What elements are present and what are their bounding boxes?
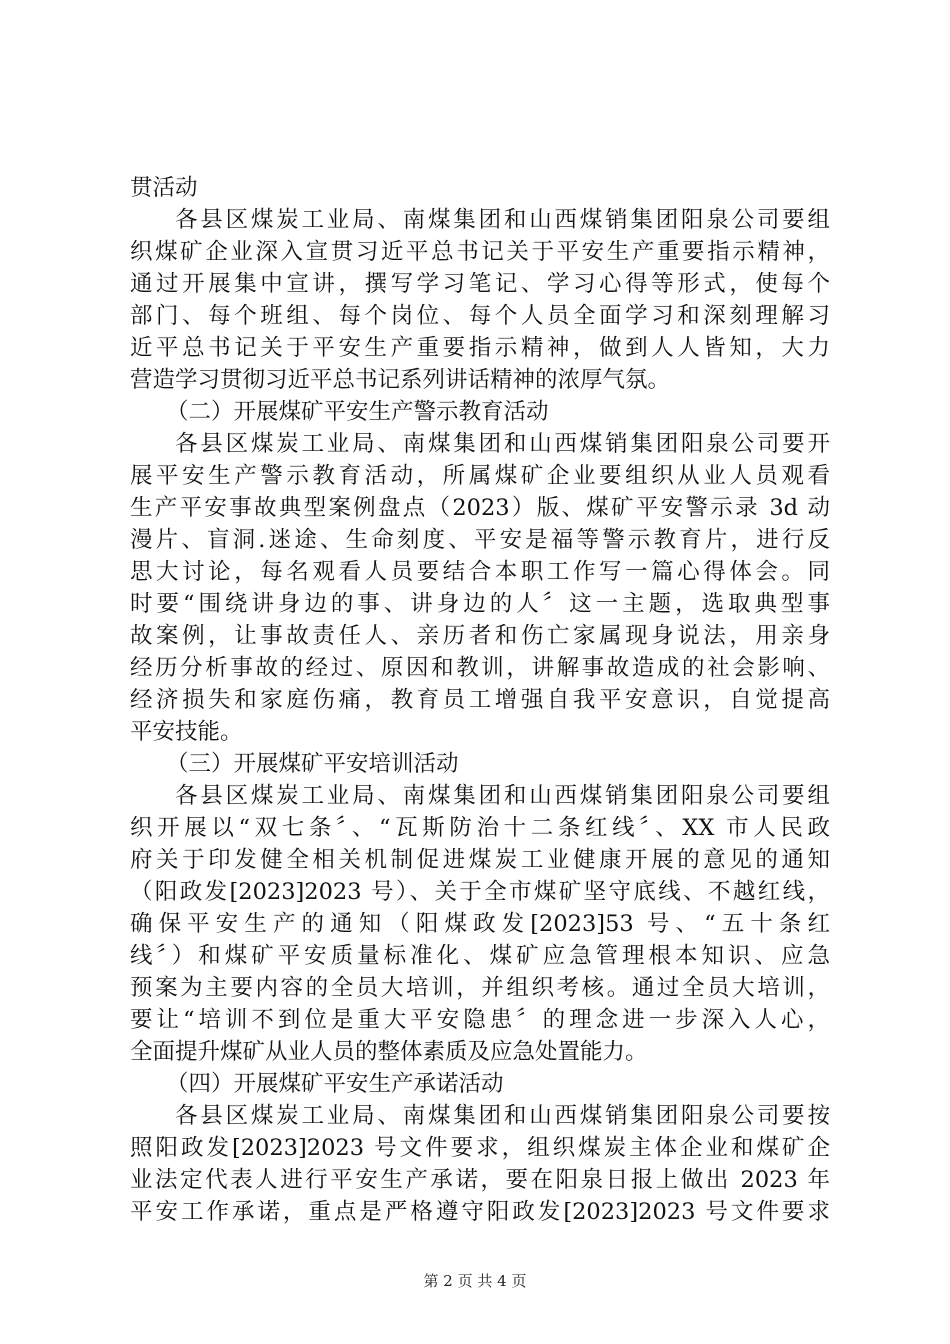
text-line: 贯活动 — [130, 175, 198, 201]
text-line: 各县区煤炭工业局、南煤集团和山西煤销集团阳泉公司要开 — [175, 431, 830, 457]
text-line: 各县区煤炭工业局、南煤集团和山西煤销集团阳泉公司要按 — [175, 1103, 830, 1129]
text-line: 平安工作承诺，重点是严格遵守阳政发[2023]2023 号文件要求 — [130, 1199, 830, 1225]
text-line: 平安技能。 — [130, 719, 243, 745]
section-heading: （三）开展煤矿平安培训活动 — [166, 751, 459, 777]
text-line: 全面提升煤矿从业人员的整体素质及应急处置能力。 — [130, 1039, 648, 1065]
text-line: 部门、每个班组、每个岗位、每个人员全面学习和深刻理解习 — [130, 303, 830, 329]
text-line: 展平安生产警示教育活动，所属煤矿企业要组织从业人员观看 — [130, 463, 830, 489]
text-line: 思大讨论，每名观看人员要结合本职工作写一篇心得体会。同 — [130, 559, 830, 585]
text-line: （阳政发[2023]2023 号）、关于全市煤矿坚守底线、不越红线， — [130, 879, 830, 905]
text-line: 经历分析事故的经过、原因和教训，讲解事故造成的社会影响、 — [130, 655, 830, 681]
text-line: 预案为主要内容的全员大培训，并组织考核。通过全员大培训， — [130, 975, 830, 1001]
text-line: 府关于印发健全相关机制促进煤炭工业健康开展的意见的通知 — [130, 847, 830, 873]
text-line: 故案例，让事故责任人、亲历者和伤亡家属现身说法，用亲身 — [130, 623, 830, 649]
text-line: 织煤矿企业深入宣贯习近平总书记关于平安生产重要指示精神， — [130, 239, 830, 265]
text-line: 营造学习贯彻习近平总书记系列讲话精神的浓厚气氛。 — [130, 367, 671, 393]
text-line: 近平总书记关于平安生产重要指示精神，做到人人皆知，大力 — [130, 335, 830, 361]
text-line: 生产平安事故典型案例盘点（2023）版、煤矿平安警示录 3d 动 — [130, 495, 830, 521]
text-line: 经济损失和家庭伤痛，教育员工增强自我平安意识，自觉提高 — [130, 687, 830, 713]
section-heading: （四）开展煤矿平安生产承诺活动 — [166, 1071, 504, 1097]
text-line: 通过开展集中宣讲，撰写学习笔记、学习心得等形式，使每个 — [130, 271, 830, 297]
text-line: 漫片、盲洞.迷途、生命刻度、平安是福等警示教育片，进行反 — [130, 527, 830, 553]
section-heading: （二）开展煤矿平安生产警示教育活动 — [166, 399, 549, 425]
text-line: 照阳政发[2023]2023 号文件要求，组织煤炭主体企业和煤矿企 — [130, 1135, 830, 1161]
text-line: 确保平安生产的通知（阳煤政发[2023]53 号、“五十条红 — [130, 911, 830, 937]
text-line: 要让“培训不到位是重大平安隐患〞的理念进一步深入人心， — [130, 1007, 830, 1033]
text-line: 时要“围绕讲身边的事、讲身边的人〞这一主题，选取典型事 — [130, 591, 830, 617]
text-line: 线〞）和煤矿平安质量标准化、煤矿应急管理根本知识、应急 — [130, 943, 830, 969]
text-line: 各县区煤炭工业局、南煤集团和山西煤销集团阳泉公司要组 — [175, 783, 830, 809]
page-number-footer: 第 2 页 共 4 页 — [423, 1272, 527, 1290]
text-line: 各县区煤炭工业局、南煤集团和山西煤销集团阳泉公司要组 — [175, 207, 830, 233]
text-line: 织开展以“双七条〞、“瓦斯防治十二条红线〞、XX 市人民政 — [130, 815, 830, 841]
text-line: 业法定代表人进行平安生产承诺，要在阳泉日报上做出 2023 年 — [130, 1167, 830, 1193]
document-body — [130, 172, 830, 1228]
